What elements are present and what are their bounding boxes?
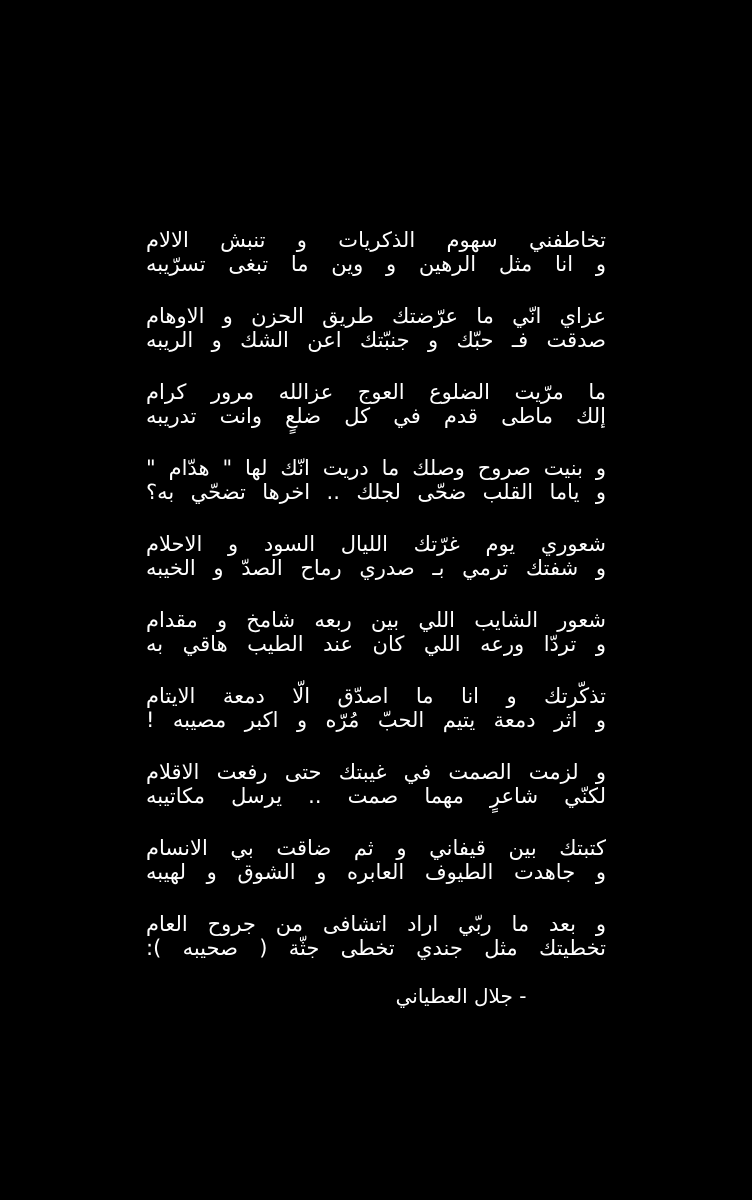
poem-line: شعوري يوم غرّتك الليال السود و الاحلام bbox=[146, 532, 606, 556]
poem-line: و شفتك ترمي بـ صدري رماح الصدّ و الخيبه bbox=[146, 556, 606, 580]
poem-line: صدقت فـ حبّك و جنبّتك اعن الشك و الريبه bbox=[146, 328, 606, 352]
stanza-2 bbox=[0, 304, 752, 352]
poem-line: و بنيت صروح وصلك ما دريت انّك لها " هدّام " bbox=[146, 456, 606, 480]
stanza-3 bbox=[0, 380, 752, 428]
poem-line: و لزمت الصمت في غيبتك حتى رفعت الاقلام bbox=[146, 760, 606, 784]
poet-signature: - جلال العطياني bbox=[395, 984, 527, 1008]
poem-line: و بعد ما ربّي اراد اتشافى من جروح العام bbox=[146, 912, 606, 936]
stanza-7 bbox=[0, 684, 752, 732]
stanza-10 bbox=[0, 912, 752, 960]
poem-line: و انا مثل الرهين و وين ما تبغى تسرّيبه bbox=[146, 252, 606, 276]
poem bbox=[0, 228, 752, 1008]
poem-line: لكنّي شاعرٍ مهما صمت .. يرسل مكاتيبه bbox=[146, 784, 606, 808]
poem-line: و تردّا ورعه اللي كان عند الطيب هاقي به bbox=[146, 632, 606, 656]
poem-line: و ياما القلب ضحّى لجلك .. اخرها تضحّي به؟ bbox=[146, 480, 606, 504]
poem-line: تخاطفني سهوم الذكريات و تنبش الالام bbox=[146, 228, 606, 252]
stanza-9 bbox=[0, 836, 752, 884]
stanza-6 bbox=[0, 608, 752, 656]
poem-line: و اثر دمعة يتيم الحبّ مُرّه و اكبر مصيبه ! bbox=[146, 708, 606, 732]
poem-line: تذكّرتك و انا ما اصدّق الّا دمعة الايتام bbox=[146, 684, 606, 708]
poem-line: و جاهدت الطيوف العابره و الشوق و لهيبه bbox=[146, 860, 606, 884]
poem-line: عزاي انّي ما عرّضتك طريق الحزن و الاوهام bbox=[146, 304, 606, 328]
poem-line: إلك ماطى قدم في كل ضلعٍ وانت تدريبه bbox=[146, 404, 606, 428]
poem-line: تخطيتك مثل جندي تخطى جثّة ( صحيبه ): bbox=[146, 936, 606, 960]
poem-line: شعور الشايب اللي بين ربعه شامخ و مقدام bbox=[146, 608, 606, 632]
poem-line: كتبتك بين قيفاني و ثم ضاقت بي الانسام bbox=[146, 836, 606, 860]
stanza-8 bbox=[0, 760, 752, 808]
poem-line: ما مرّيت الضلوع العوج عزالله مرور كرام bbox=[146, 380, 606, 404]
stanza-5 bbox=[0, 532, 752, 580]
stanza-4 bbox=[0, 456, 752, 504]
stanza-1 bbox=[0, 228, 752, 276]
